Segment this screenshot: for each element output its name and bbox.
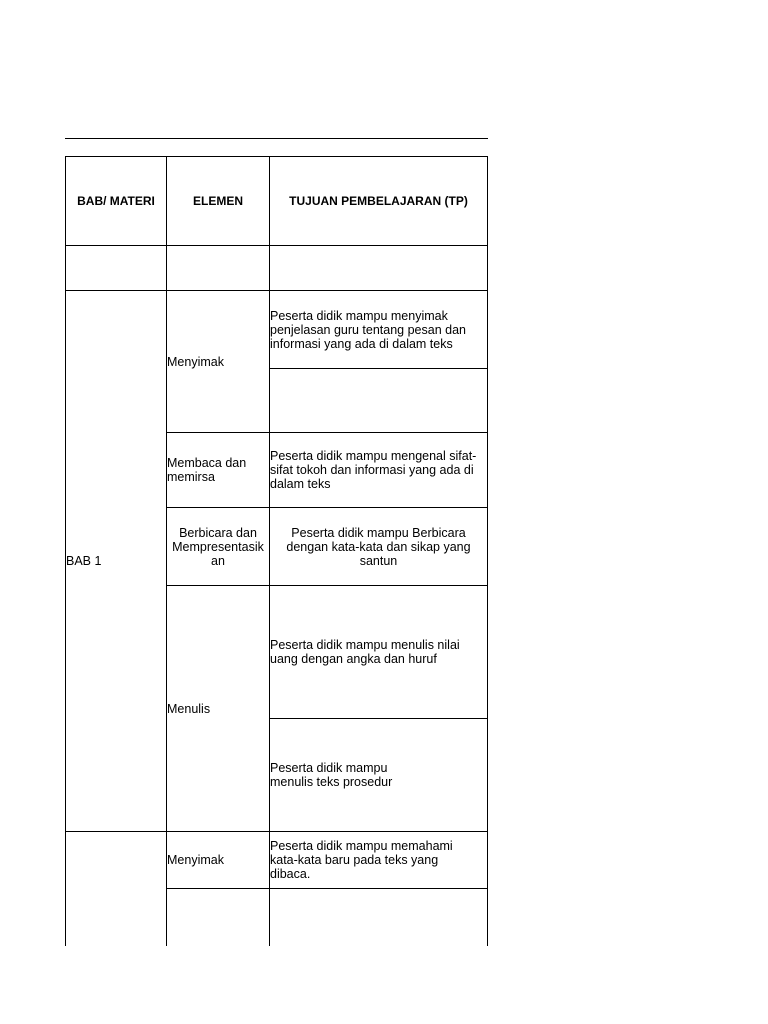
bab2-tp-menyimak: Peserta didik mampu memahami kata-kata baru pada teks yang dibaca. — [270, 839, 453, 881]
bab2-elemen-menyimak: Menyimak — [167, 853, 224, 867]
bab2-tp-menyimak-cell — [270, 832, 487, 888]
row-divider-bab2-menyimak — [166, 888, 488, 889]
header-elemen — [167, 157, 269, 245]
table-border-right — [487, 156, 488, 946]
header-bottom-border — [65, 245, 488, 246]
header-bab-materi — [66, 157, 166, 245]
header-elemen-text: ELEMEN — [192, 194, 243, 208]
elemen-berbicara-cell — [167, 508, 269, 585]
tp-berbicara-cell — [270, 508, 487, 585]
tp-divider-menyimak — [269, 368, 488, 369]
tp-menulis-nilai-uang: Peserta didik mampu menulis nilai uang dengan angka dan huruf — [270, 638, 460, 666]
elemen-menyimak: Menyimak — [167, 354, 224, 369]
tp-menulis-prosedur: Peserta didik mampu menulis teks prosedur — [270, 761, 393, 789]
tp-berbicara: Peserta didik mampu Berbicara dengan kata-kata dan sikap yang santun — [286, 525, 471, 568]
elemen-berbicara: Berbicara dan Mempresentasik an — [172, 525, 264, 568]
elemen-menulis: Menulis — [167, 701, 211, 716]
tp-membaca-cell — [270, 433, 487, 507]
elemen-membaca-cell — [167, 433, 269, 507]
tp-menulis-nilai-uang-cell — [270, 586, 487, 718]
tp-menyimak: Peserta didik mampu menyimak penjelasan guru tentang pesan dan informasi yang ada di dalam teks — [270, 308, 466, 351]
header-tp-text: TUJUAN PEMBELAJARAN (TP) — [289, 194, 468, 208]
header-bab-materi-text: BAB/ MATERI — [77, 194, 155, 208]
header-tujuan-pembelajaran — [270, 157, 487, 245]
bab1-label-cell — [66, 291, 166, 831]
elemen-membaca: Membaca dan memirsa — [167, 456, 247, 484]
bab1-label: BAB 1 — [66, 554, 102, 568]
tp-menyimak-cell — [270, 291, 487, 368]
tp-menulis-prosedur-cell — [270, 719, 487, 831]
bab2-elemen-menyimak-cell — [167, 832, 269, 888]
elemen-menyimak-cell — [167, 291, 269, 432]
elemen-menulis-cell — [167, 586, 269, 831]
tp-membaca: Peserta didik mampu mengenal sifat- sifat tokoh dan informasi yang ada di dalam teks — [270, 449, 477, 491]
